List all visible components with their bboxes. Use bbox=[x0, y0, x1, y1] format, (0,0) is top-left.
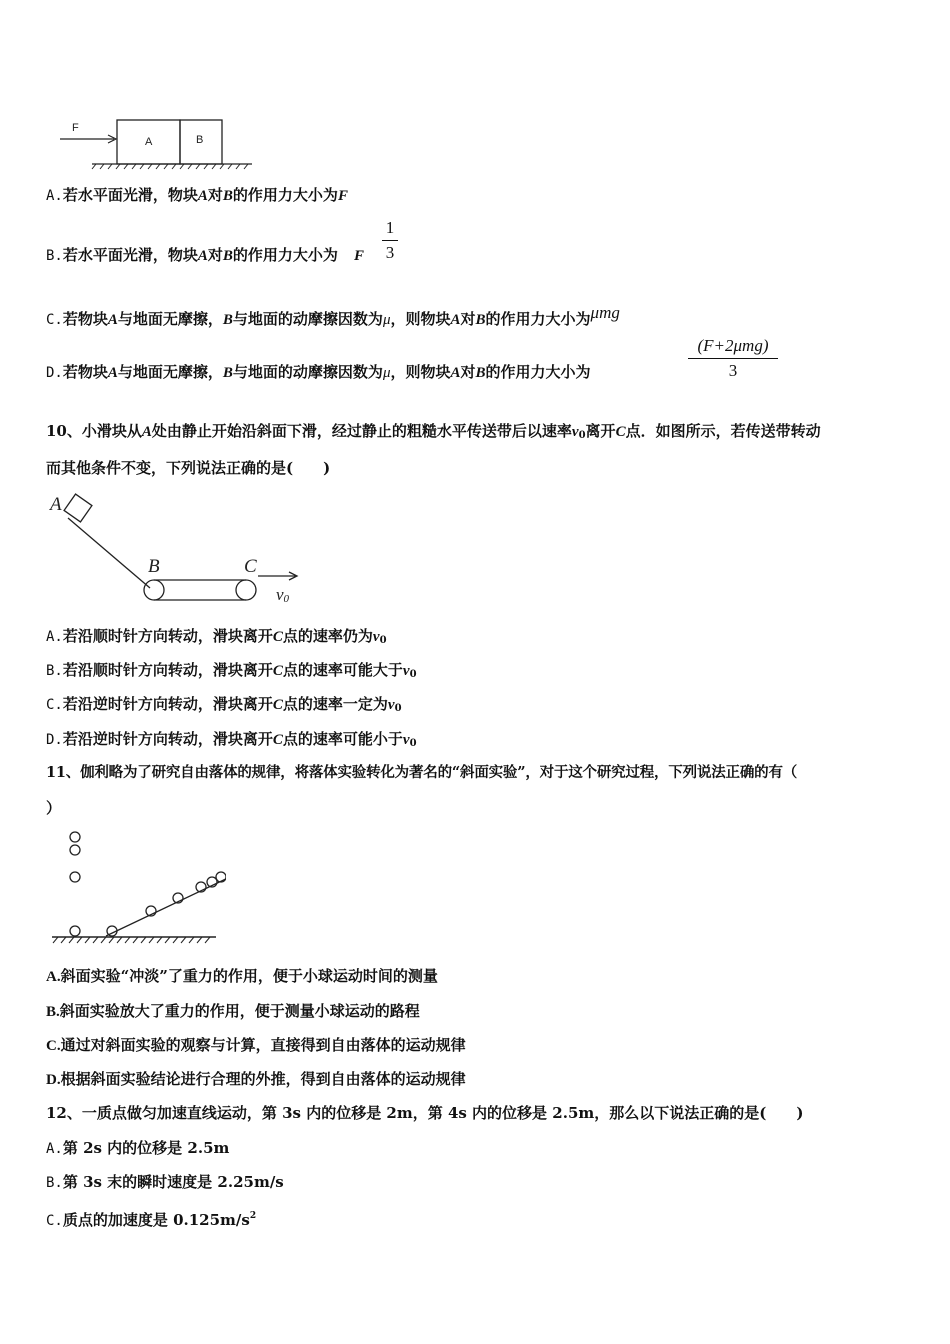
q11-stem-line2: ） bbox=[46, 799, 62, 817]
block-b-label: B bbox=[196, 134, 204, 146]
roller-left bbox=[144, 580, 164, 600]
slope-ball-6 bbox=[216, 872, 226, 882]
q9-d-fraction: (F+2μmg) 3 bbox=[688, 336, 778, 381]
q11-option-d: D.根据斜面实验结论进行合理的外推，得到自由落体的运动规律 bbox=[46, 1070, 466, 1088]
incline bbox=[68, 518, 150, 588]
q10-option-a: A.若沿顺时针方向转动，滑块离开C点的速率仍为$v_0$ bbox=[46, 627, 387, 646]
q9-b-fraction: 1 3 bbox=[382, 218, 398, 263]
q12-option-c: C.质点的加速度是 $0.125m/s^2$ bbox=[46, 1211, 257, 1229]
q10-option-c: C.若沿逆时针方向转动，滑块离开C点的速率一定为$v_0$ bbox=[46, 695, 402, 714]
q12-stem: 12、一质点做匀加速直线运动，第 3s 内的位移是 2m，第 4s 内的位移是 2.5m，那么以下说法正确的是( ) bbox=[46, 1104, 804, 1122]
falling-ball-2 bbox=[70, 845, 80, 855]
q11-stem-line1: 11、伽利略为了研究自由落体的规律，将落体实验转化为著名的“斜面实验”，对于这个研究过程，下列说法正确的有（ bbox=[46, 764, 798, 781]
q9-option-b: B.若水平面光滑，物块A对B的作用力大小为 F bbox=[46, 246, 364, 264]
q9-option-a: A.若水平面光滑，物块A对B的作用力大小为F bbox=[46, 186, 348, 204]
q10-stem-line1: 10、小滑块从A处由静止开始沿斜面下滑，经过静止的粗糙水平传送带后以速率$v_0$离开C点．如图所示，若传送带转动 bbox=[46, 422, 821, 441]
label-a: A bbox=[50, 494, 62, 515]
q10-stem-line2: 而其他条件不变，下列说法正确的是( ) bbox=[46, 459, 331, 477]
falling-ball-3 bbox=[70, 872, 80, 882]
falling-ball-4 bbox=[70, 926, 80, 936]
q9-figure bbox=[56, 115, 256, 175]
q12-option-b: B.第 3s 末的瞬时速度是 2.25m/s bbox=[46, 1173, 284, 1191]
label-v0: v0 bbox=[276, 585, 290, 605]
label-c: C bbox=[244, 556, 257, 577]
q10-figure bbox=[46, 488, 306, 608]
q12-option-a: A.第 2s 内的位移是 2.5m bbox=[46, 1139, 230, 1157]
q11-option-c: C.通过对斜面实验的观察与计算，直接得到自由落体的运动规律 bbox=[46, 1036, 466, 1054]
q9-option-c: C.若物块A与地面无摩擦，B与地面的动摩擦因数为μ，则物块A对B的作用力大小为μmg bbox=[46, 303, 620, 328]
label-b: B bbox=[148, 556, 160, 577]
q11-option-b: B.斜面实验放大了重力的作用，便于测量小球运动的路程 bbox=[46, 1002, 420, 1020]
roller-right bbox=[236, 580, 256, 600]
block-a-label: A bbox=[145, 136, 153, 148]
q11-option-a: A.斜面实验“冲淡”了重力的作用，便于小球运动时间的测量 bbox=[46, 967, 438, 985]
q10-option-d: D.若沿逆时针方向转动，滑块离开C点的速率可能小于$v_0$ bbox=[46, 730, 417, 749]
force-label: F bbox=[72, 122, 79, 134]
q10-option-b: B.若沿顺时针方向转动，滑块离开C点的速率可能大于$v_0$ bbox=[46, 661, 417, 680]
q11-figure bbox=[46, 825, 226, 950]
falling-ball-1 bbox=[70, 832, 80, 842]
q9-option-d: D.若物块A与地面无摩擦，B与地面的动摩擦因数为μ，则物块A对B的作用力大小为 bbox=[46, 363, 591, 381]
